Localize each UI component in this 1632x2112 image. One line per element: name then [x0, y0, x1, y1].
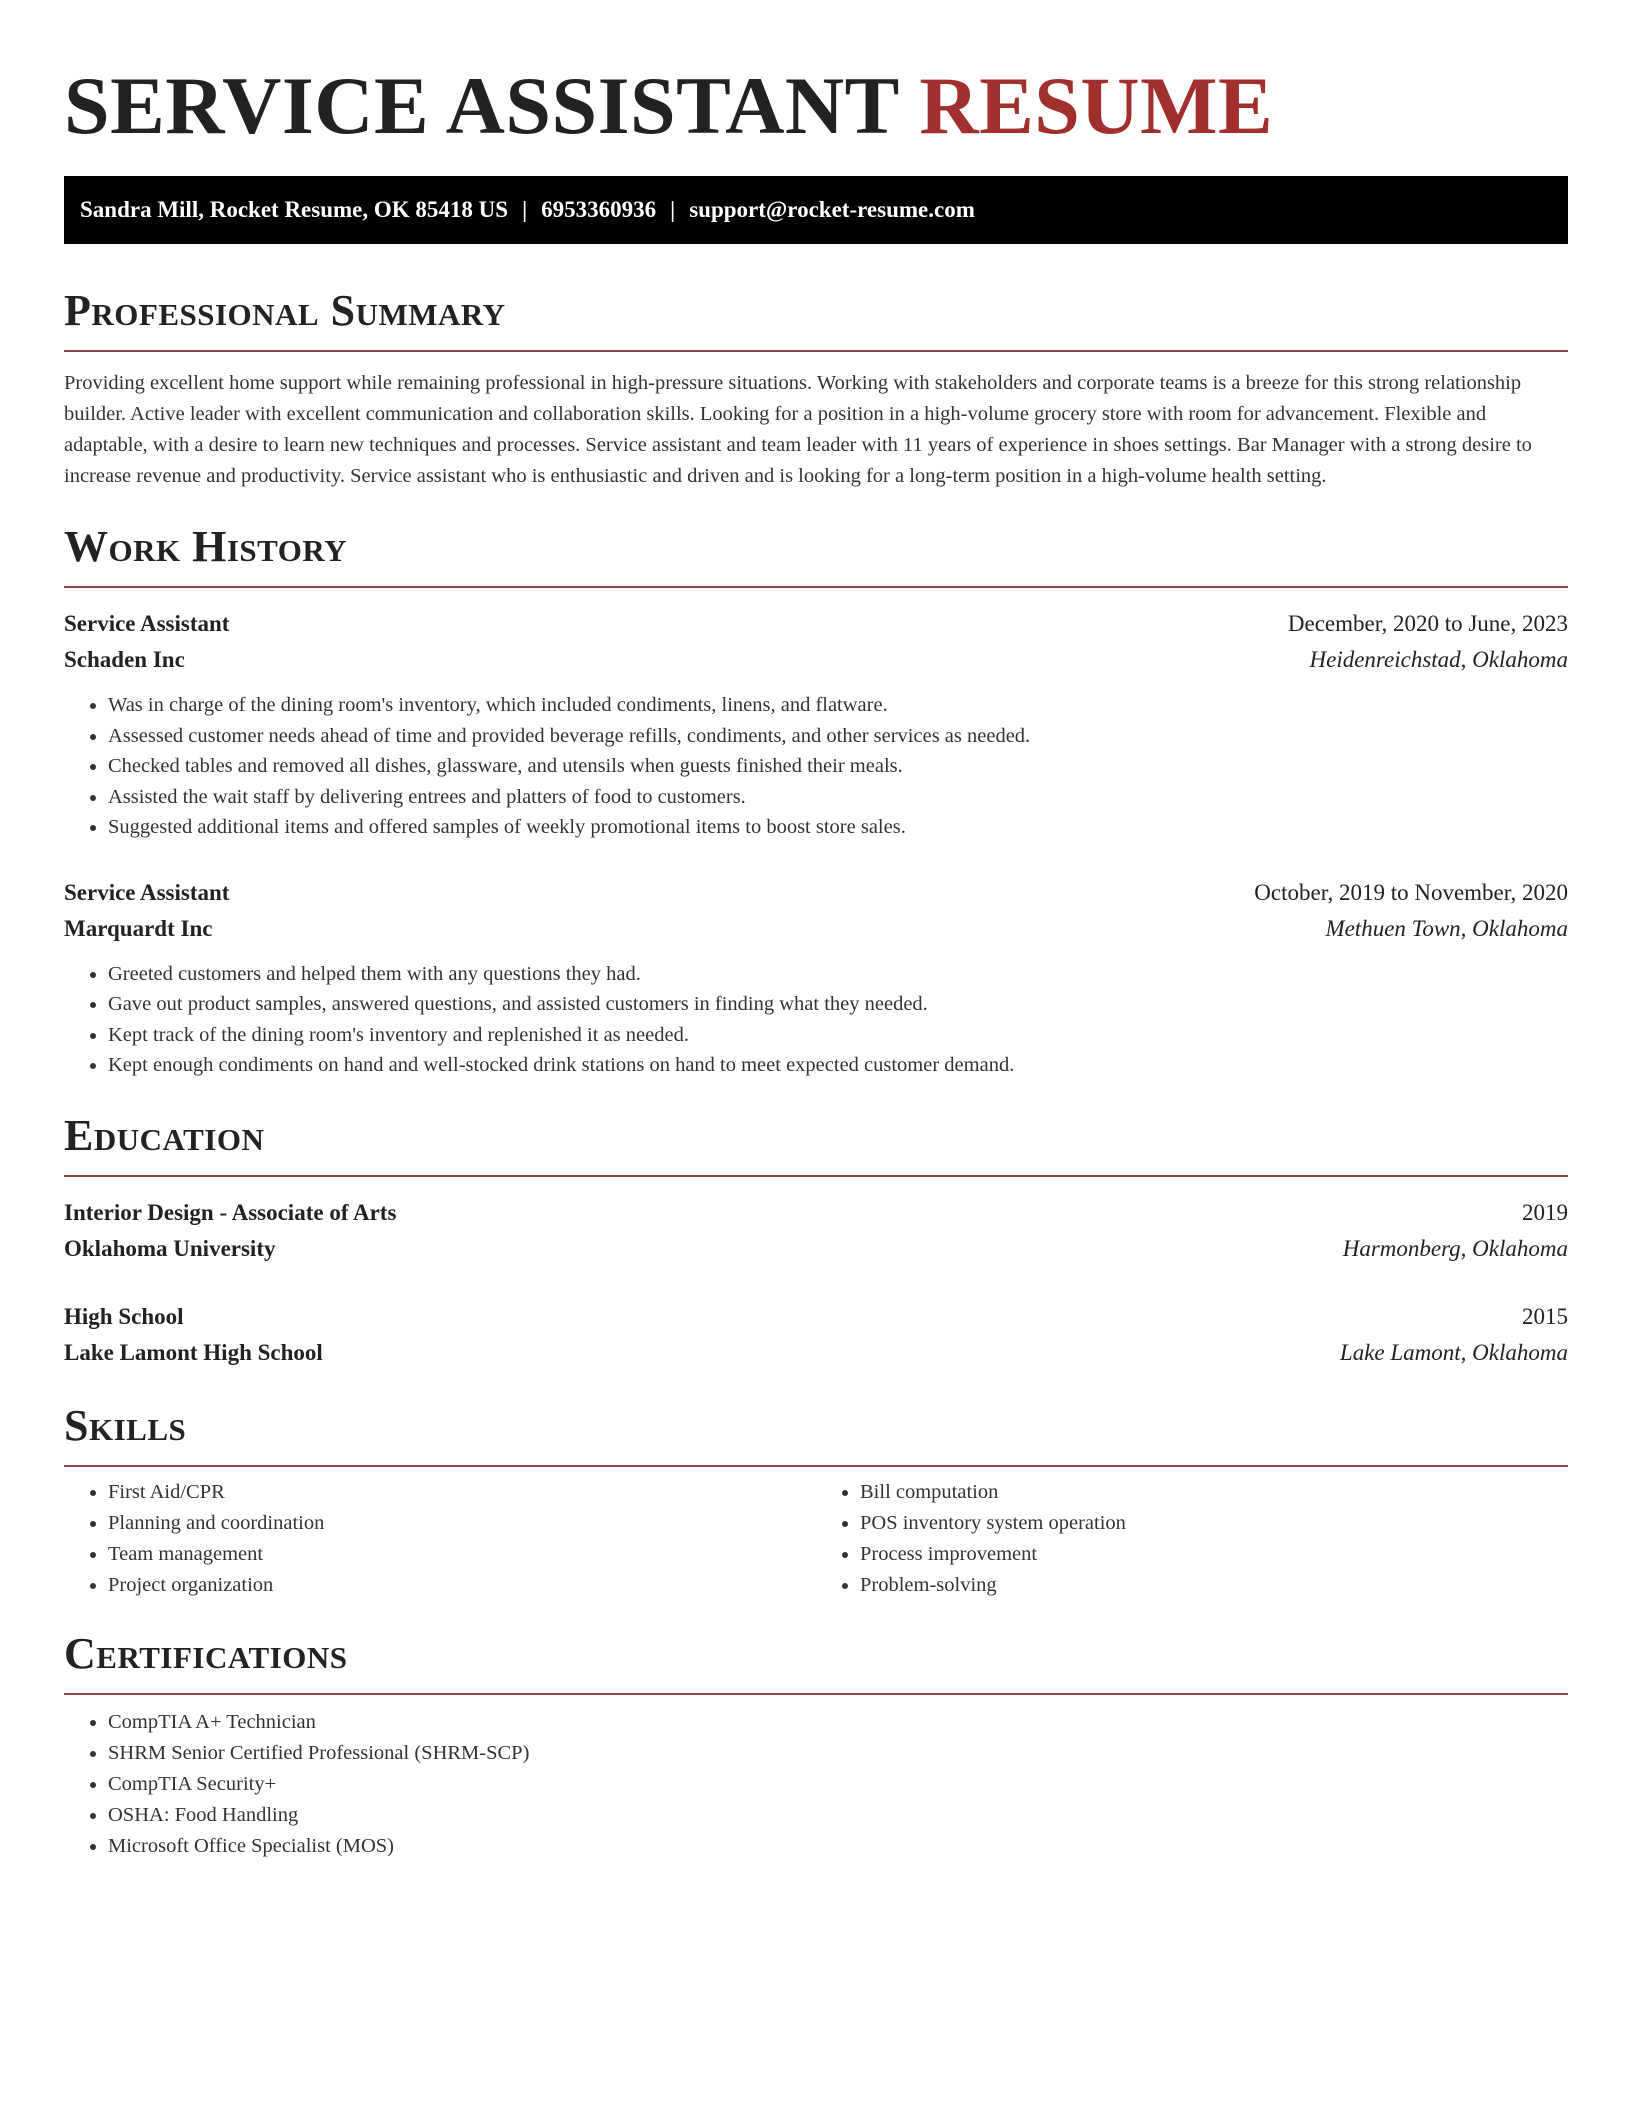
skill-item: • Planning and coordination [108, 1508, 816, 1539]
education-degree-row [64, 1195, 1568, 1231]
certification-item: • CompTIA Security+ [108, 1769, 1568, 1800]
contact-separator: | [670, 197, 676, 222]
education-heading: Education [64, 1111, 1568, 1177]
job-duty: • Greeted customers and helped them with any questions they had. [108, 959, 1568, 990]
job-duty: • Kept track of the dining room's inventory and replenished it as needed. [108, 1020, 1568, 1051]
education-degree: High School [64, 1303, 184, 1329]
education-location: Lake Lamont, Oklahoma [1339, 1339, 1568, 1365]
education-degree-row [64, 1299, 1568, 1335]
skills-list-left [64, 1477, 816, 1601]
job-duty: • Assessed customer needs ahead of time and provided beverage refills, condiments, and other services as needed. [108, 721, 1568, 752]
job-title: Service Assistant [64, 879, 230, 905]
skill-item: • Process improvement [860, 1539, 1568, 1570]
job-title-row [64, 606, 1568, 642]
education-section [64, 1111, 1568, 1371]
skill-item: • POS inventory system operation [860, 1508, 1568, 1539]
job-company: Schaden Inc [64, 647, 185, 672]
skill-item: • Bill computation [860, 1477, 1568, 1508]
education-entry [64, 1299, 1568, 1371]
education-entry [64, 1195, 1568, 1267]
resume-title [64, 0, 1568, 154]
skills-heading: Skills [64, 1401, 1568, 1467]
education-school-row [64, 1335, 1568, 1371]
job-entry [64, 606, 1568, 843]
job-duty: • Was in charge of the dining room's inventory, which included condiments, linens, and flatware. [108, 690, 1568, 721]
title-main: SERVICE ASSISTANT [64, 60, 899, 151]
job-company-row [64, 911, 1568, 947]
summary-section [64, 286, 1568, 492]
job-entry [64, 875, 1568, 1081]
skills-section [64, 1401, 1568, 1601]
title-accent: RESUME [919, 60, 1274, 151]
skills-grid [64, 1477, 1568, 1601]
job-duty: • Assisted the wait staff by delivering entrees and platters of food to customers. [108, 782, 1568, 813]
education-year: 2015 [1522, 1303, 1568, 1329]
summary-heading: Professional Summary [64, 286, 1568, 352]
contact-email[interactable]: support@rocket-resume.com [689, 197, 975, 222]
skill-item: • Problem-solving [860, 1570, 1568, 1601]
job-duty: • Suggested additional items and offered samples of weekly promotional items to boost store sales. [108, 812, 1568, 843]
job-location: Methuen Town, Oklahoma [1325, 915, 1568, 941]
certification-item: • OSHA: Food Handling [108, 1800, 1568, 1831]
job-dates: October, 2019 to November, 2020 [1254, 879, 1568, 905]
certification-item: • SHRM Senior Certified Professional (SHRM-SCP) [108, 1738, 1568, 1769]
job-location: Heidenreichstad, Oklahoma [1309, 647, 1568, 672]
education-school: Oklahoma University [64, 1235, 276, 1261]
education-degree: Interior Design - Associate of Arts [64, 1199, 397, 1225]
certifications-heading: Certifications [64, 1629, 1568, 1695]
work-history-heading: Work History [64, 522, 1568, 588]
job-company-row [64, 642, 1568, 678]
contact-bar [64, 176, 1568, 244]
job-duties-list [64, 959, 1568, 1081]
contact-separator: | [522, 197, 528, 222]
contact-phone[interactable]: 6953360936 [541, 197, 657, 222]
work-history-section [64, 522, 1568, 1081]
job-duties-list [64, 690, 1568, 843]
job-duty: • Gave out product samples, answered questions, and assisted customers in finding what they needed. [108, 989, 1568, 1020]
skill-item: • Project organization [108, 1570, 816, 1601]
job-company: Marquardt Inc [64, 915, 213, 941]
education-year: 2019 [1522, 1199, 1568, 1225]
certification-item: • CompTIA A+ Technician [108, 1707, 1568, 1738]
job-duty: • Checked tables and removed all dishes, glassware, and utensils when guests finished their meals. [108, 751, 1568, 782]
education-school-row [64, 1231, 1568, 1267]
job-title: Service Assistant [64, 611, 230, 636]
certification-item: • Microsoft Office Specialist (MOS) [108, 1831, 1568, 1862]
certifications-section [64, 1629, 1568, 1862]
skill-item: • Team management [108, 1539, 816, 1570]
job-dates: December, 2020 to June, 2023 [1287, 611, 1568, 636]
job-title-row [64, 875, 1568, 911]
certifications-list [64, 1707, 1568, 1862]
skill-item: • First Aid/CPR [108, 1477, 816, 1508]
contact-address: Sandra Mill, Rocket Resume, OK 85418 US [80, 197, 509, 222]
education-school: Lake Lamont High School [64, 1339, 323, 1365]
education-location: Harmonberg, Oklahoma [1342, 1235, 1568, 1261]
job-duty: • Kept enough condiments on hand and well-stocked drink stations on hand to meet expected customer demand. [108, 1050, 1568, 1081]
skills-list-right [816, 1477, 1568, 1601]
summary-text: Providing excellent home support while remaining professional in high-pressure situations. Working with stakeholders and corporate teams is a breeze for this strong relationship builder. Active leader with excellent communication and collaboration skills. Looking for a position in a high-volume grocery store with room for advancement. Flexible and adaptable, with a desire to learn new techniques and processes. Service assistant and team leader with 11 years of experience in shoes settings. Bar Manager with a strong desire to increase revenue and productivity. Service assistant who is enthusiastic and driven and is looking for a long-term position in a high-volume health setting. [64, 372, 1532, 487]
